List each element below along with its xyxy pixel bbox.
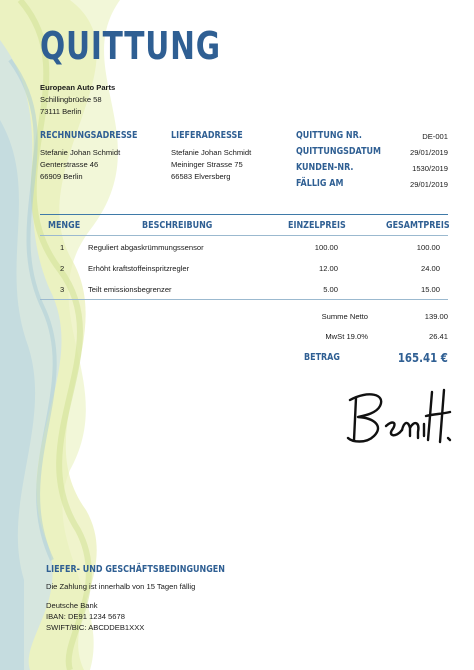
table-row xyxy=(40,278,448,299)
cell-unit-price: 100.00 xyxy=(314,243,338,252)
meta-label: QUITTUNG NR. xyxy=(296,130,362,141)
bank-name: Deutsche Bank xyxy=(46,601,98,610)
meta-row-customer-number xyxy=(296,162,448,178)
terms-section xyxy=(46,564,270,633)
cell-qty: 1 xyxy=(60,243,65,252)
meta-value: 29/01/2019 xyxy=(409,148,448,157)
cell-total: 15.00 xyxy=(420,285,440,294)
meta-value: DE-001 xyxy=(422,132,448,141)
table-header xyxy=(40,214,448,236)
meta-value: 29/01/2019 xyxy=(409,180,448,189)
cell-unit-price: 5.00 xyxy=(323,285,338,294)
meta-row-due-date xyxy=(296,178,448,194)
meta-label: KUNDEN-NR. xyxy=(296,162,354,173)
meta-row-receipt-number xyxy=(296,130,448,146)
table-row xyxy=(40,257,448,278)
meta-label: QUITTUNGSDATUM xyxy=(296,146,382,157)
tax-label: MwSt 19.0% xyxy=(325,332,368,341)
shipping-address xyxy=(171,130,261,183)
bank-iban: IBAN: DE91 1234 5678 xyxy=(46,612,125,621)
bank-swift: SWIFT/BIC: ABCDDEB1XXX xyxy=(46,623,145,632)
meta-row-receipt-date xyxy=(296,146,448,162)
grand-total-label: BETRAG xyxy=(304,352,340,363)
cell-total: 24.00 xyxy=(420,264,440,273)
cell-description: Erhöht kraftstoffeinspritzregler xyxy=(88,264,190,273)
line-items-table xyxy=(40,214,448,300)
document-title: QUITTUNG xyxy=(40,24,221,68)
tax-value: 26.41 xyxy=(428,332,448,341)
shipping-header: LIEFERADRESSE xyxy=(171,130,243,141)
billing-address xyxy=(40,130,162,183)
handwritten-signature xyxy=(340,384,452,450)
payment-terms-text: Die Zahlung ist innerhalb von 15 Tagen fällig xyxy=(46,582,196,591)
sender-city: 73111 Berlin xyxy=(40,107,82,116)
meta-label: FÄLLIG AM xyxy=(296,178,344,189)
terms-header: LIEFER- UND GESCHÄFTSBEDINGUNGEN xyxy=(46,564,225,575)
table-bottom-rule xyxy=(40,299,448,300)
table-row xyxy=(40,236,448,257)
shipping-city: 66583 Elversberg xyxy=(171,172,231,181)
billing-header: RECHNUNGSADRESSE xyxy=(40,130,138,141)
sender-company: European Auto Parts xyxy=(40,83,116,92)
column-header-qty: MENGE xyxy=(48,220,81,231)
shipping-street: Meininger Strasse 75 xyxy=(171,160,243,169)
billing-name: Stefanie Johan Schmidt xyxy=(40,148,121,157)
cell-qty: 2 xyxy=(60,264,65,273)
receipt-meta xyxy=(296,130,448,194)
net-total-value: 139.00 xyxy=(424,312,448,321)
sender-address xyxy=(40,82,115,118)
billing-street: Genterstrasse 46 xyxy=(40,160,99,169)
net-total-label: Summe Netto xyxy=(321,312,368,321)
column-header-total: GESAMTPREIS xyxy=(386,220,450,231)
grand-total-value: 165.41 € xyxy=(397,351,448,365)
shipping-name: Stefanie Johan Schmidt xyxy=(171,148,252,157)
billing-city: 66909 Berlin xyxy=(40,172,83,181)
column-header-unit-price: EINZELPREIS xyxy=(288,220,346,231)
cell-unit-price: 12.00 xyxy=(318,264,338,273)
cell-description: Reguliert abgaskrümmungssensor xyxy=(88,243,204,252)
sender-street: Schillingbrücke 58 xyxy=(40,95,102,104)
cell-total: 100.00 xyxy=(416,243,440,252)
column-header-description: BESCHREIBUNG xyxy=(142,220,213,231)
cell-qty: 3 xyxy=(60,285,65,294)
meta-value: 1530/2019 xyxy=(412,164,448,173)
cell-description: Teilt emissionsbegrenzer xyxy=(88,285,172,294)
